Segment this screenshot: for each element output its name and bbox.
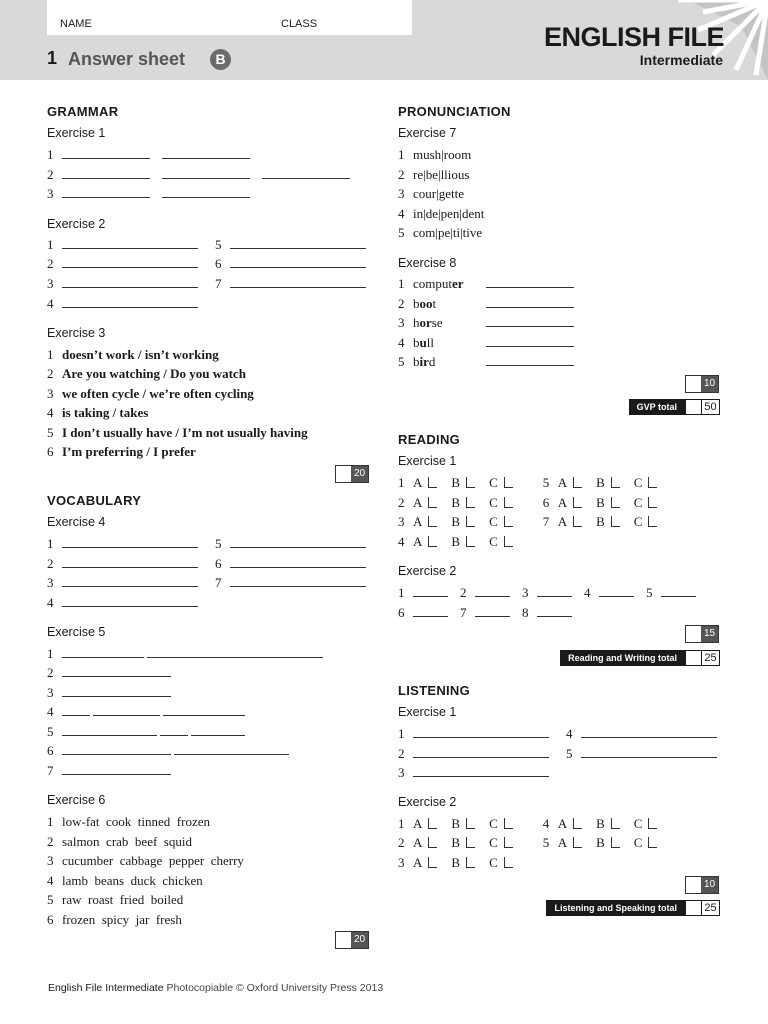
answer-line: 6 [47, 743, 301, 759]
reading-score-box[interactable]: 15 [685, 625, 719, 643]
ex6-item: 5 raw roast fried boiled [47, 892, 184, 907]
ex8-item: 4 bull [398, 335, 586, 351]
grammar-exercise-3-label: Exercise 3 [47, 326, 106, 340]
footer-title: English File Intermediate [48, 982, 164, 994]
class-label: CLASS [281, 18, 318, 30]
reading-exercise-1-label: Exercise 1 [398, 454, 457, 468]
answer-line: 3 [398, 765, 561, 781]
pronunciation-exercise-7-label: Exercise 7 [398, 126, 457, 140]
ex3-item: 4 is taking / takes [47, 405, 149, 420]
ex7-item: 2 re|be|llious [398, 167, 470, 182]
ex3-item: 2 Are you watching / Do you watch [47, 366, 246, 381]
answer-line: 4 [47, 595, 210, 611]
answer-line: 4 [47, 704, 257, 720]
ex8-item: 1 computer [398, 276, 586, 292]
ex6-item: 1 low-fat cook tinned frozen [47, 814, 211, 829]
ex8-item: 2 boot [398, 296, 586, 312]
ex7-item: 3 cour|gette [398, 186, 464, 201]
page-header [0, 0, 768, 80]
ex7-item: 5 com|pe|ti|tive [398, 225, 483, 240]
level-subtitle: Intermediate [639, 52, 723, 68]
ex6-item: 3 cucumber cabbage pepper cherry [47, 853, 244, 868]
sheet-title: Answer sheet [68, 49, 186, 69]
answer-line: 3 [47, 186, 262, 202]
grammar-exercise-2-label: Exercise 2 [47, 217, 106, 231]
footer [48, 982, 383, 994]
listening-heading: LISTENING [398, 683, 471, 698]
ex6-item: 6 frozen spicy jar fresh [47, 912, 182, 927]
choice-row: 2 A B C 6 A B C [398, 495, 671, 511]
vocabulary-exercise-4-label: Exercise 4 [47, 515, 106, 529]
choice-row: 1 A B C 5 A B C [398, 475, 671, 491]
ex7-item: 4 in|de|pen|dent [398, 206, 485, 221]
vocabulary-exercise-5-label: Exercise 5 [47, 625, 106, 639]
listening-exercise-2-label: Exercise 2 [398, 795, 457, 809]
choice-row: 3 A B C [398, 855, 527, 871]
pronunciation-exercise-8-label: Exercise 8 [398, 256, 457, 270]
answer-line: 1 [47, 147, 262, 163]
name-label: NAME [60, 18, 92, 30]
listening-score-box[interactable]: 10 [685, 876, 719, 894]
ex3-item: 1 doesn’t work / isn’t working [47, 347, 219, 362]
ex3-item: 6 I’m preferring / I prefer [47, 444, 196, 459]
answer-line: 2 5 [398, 746, 729, 762]
answer-line: 2 6 [47, 256, 378, 272]
version-badge: B [210, 49, 231, 70]
grammar-exercise-1-label: Exercise 1 [47, 126, 106, 140]
ex6-item: 4 lamb beans duck chicken [47, 873, 203, 888]
choice-row: 4 A B C [398, 534, 527, 550]
answer-line: 1 5 [47, 536, 378, 552]
vocabulary-exercise-6-label: Exercise 6 [47, 793, 106, 807]
answer-line: 2 6 [47, 556, 378, 572]
answer-line: 6 7 8 [398, 605, 584, 621]
footer-copyright: Photocopiable © Oxford University Press 2013 [163, 982, 384, 994]
ex6-item: 2 salmon crab beef squid [47, 834, 192, 849]
answer-line: 2 [47, 665, 183, 681]
answer-line: 3 [47, 685, 183, 701]
reading-exercise-2-label: Exercise 2 [398, 564, 457, 578]
grammar-score-box[interactable]: 20 [335, 465, 369, 483]
name-class-box [47, 0, 412, 35]
choice-row: 2 A B C 5 A B C [398, 835, 671, 851]
vocabulary-heading: VOCABULARY [47, 493, 142, 508]
ex7-item: 1 mush|room [398, 147, 472, 162]
answer-line: 1 [47, 646, 335, 662]
sheet-number: 1 [47, 48, 58, 68]
grammar-heading: GRAMMAR [47, 104, 119, 119]
ex8-item: 3 horse [398, 315, 586, 331]
ex8-item: 5 bird [398, 354, 586, 370]
reading-writing-total[interactable]: Reading and Writing total 25 [560, 650, 720, 666]
choice-row: 3 A B C 7 A B C [398, 514, 671, 530]
listening-exercise-1-label: Exercise 1 [398, 705, 457, 719]
answer-line: 1 2 3 4 5 [398, 585, 708, 601]
vocabulary-score-box[interactable]: 20 [335, 931, 369, 949]
answer-line: 3 7 [47, 575, 378, 591]
brand-title: ENGLISH FILE [543, 22, 724, 52]
answer-line: 4 [47, 296, 210, 312]
gvp-total[interactable]: GVP total 50 [629, 399, 720, 415]
answer-line: 1 5 [47, 237, 378, 253]
pronunciation-score-box[interactable]: 10 [685, 375, 719, 393]
answer-line: 3 7 [47, 276, 378, 292]
reading-heading: READING [398, 432, 461, 447]
ex3-item: 3 we often cycle / we’re often cycling [47, 386, 254, 401]
ex3-item: 5 I don’t usually have / I’m not usually having [47, 425, 308, 440]
answer-line: 2 [47, 167, 362, 183]
answer-line: 5 [47, 724, 257, 740]
pronunciation-heading: PRONUNCIATION [398, 104, 511, 119]
answer-line: 7 [47, 763, 183, 779]
listening-speaking-total[interactable]: Listening and Speaking total 25 [546, 900, 720, 916]
answer-line: 1 4 [398, 726, 729, 742]
choice-row: 1 A B C 4 A B C [398, 816, 671, 832]
